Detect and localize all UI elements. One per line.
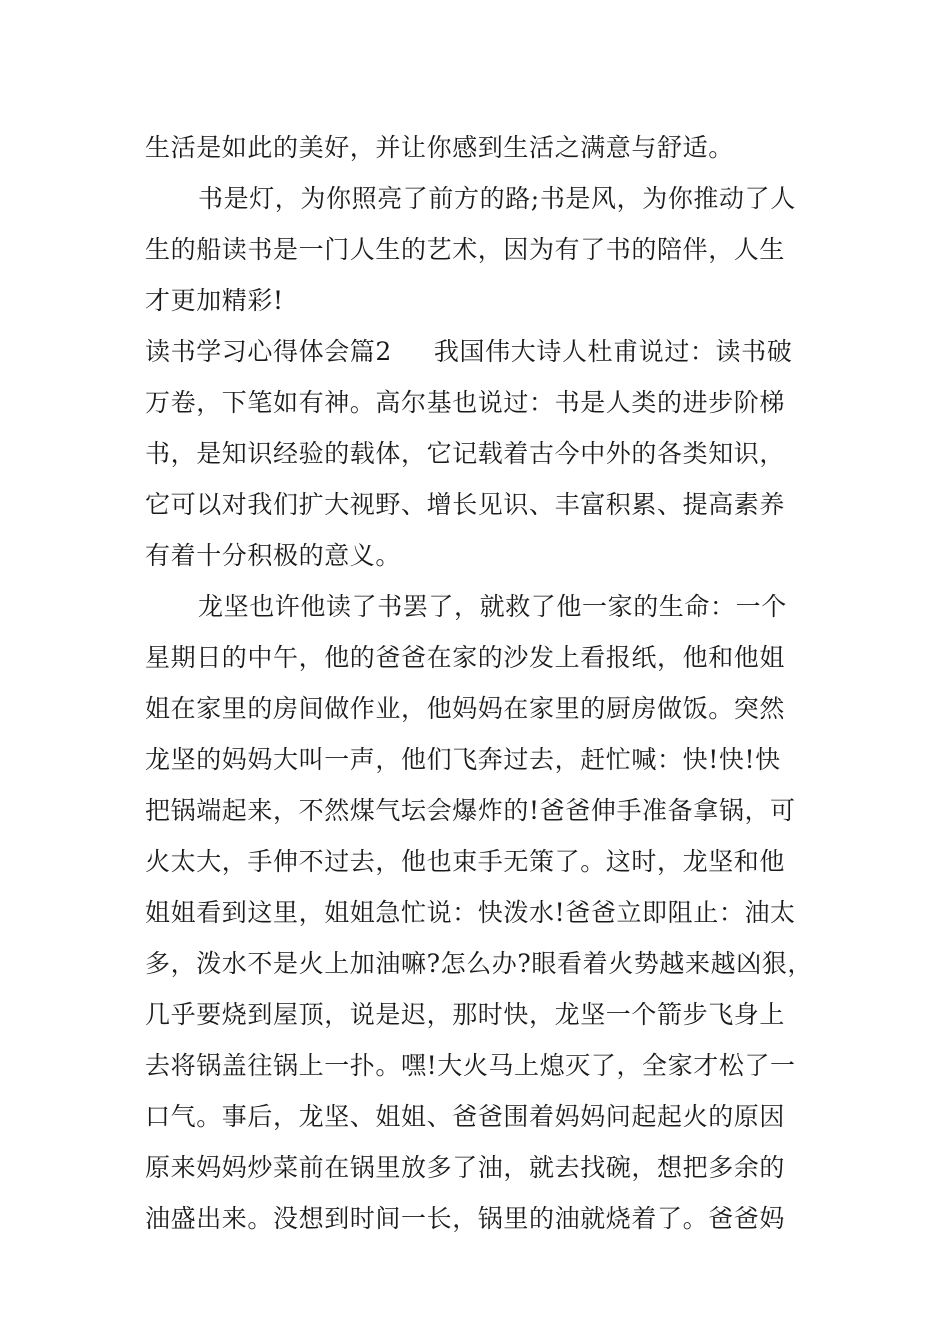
text-line: 龙坚的妈妈大叫一声，他们飞奔过去，赶忙喊：快!快!快	[145, 745, 781, 774]
text-line: 我国伟大诗人杜甫说过：读书破	[433, 337, 793, 366]
text-line: 多，泼水不是火上加油嘛?怎么办?眼看着火势越来越凶狠，	[145, 949, 814, 978]
text-line: 万卷，下笔如有神。高尔基也说过：书是人类的进步阶梯	[145, 388, 786, 417]
text-line: 生的船读书是一门人生的艺术，因为有了书的陪伴，人生	[145, 235, 786, 264]
text-line: 书是灯，为你照亮了前方的路;书是风，为你推动了人	[198, 184, 796, 213]
text-line: 星期日的中午，他的爸爸在家的沙发上看报纸，他和他姐	[145, 643, 786, 672]
text-line: 有着十分积极的意义。	[145, 541, 402, 570]
text-line: 几乎要烧到屋顶，说是迟，那时快，龙坚一个箭步飞身上	[145, 1000, 786, 1029]
text-line: 姐姐看到这里，姐姐急忙说：快泼水!爸爸立即阻止：油太	[145, 898, 796, 927]
section-heading-line	[145, 337, 792, 367]
text-line: 生活是如此的美好，并让你感到生活之满意与舒适。	[145, 133, 734, 162]
text-line: 姐在家里的房间做作业，他妈妈在家里的厨房做饭。突然	[145, 694, 786, 723]
text-line: 把锅端起来，不然煤气坛会爆炸的!爸爸伸手准备拿锅，可	[145, 796, 796, 825]
text-line: 书，是知识经验的载体，它记载着古今中外的各类知识，	[145, 439, 786, 468]
text-line: 去将锅盖往锅上一扑。嘿!大火马上熄灭了，全家才松了一	[145, 1051, 796, 1080]
text-line: 龙坚也许他读了书罢了，就救了他一家的生命：一个	[198, 592, 787, 621]
text-line: 才更加精彩!	[145, 286, 284, 315]
text-line: 原来妈妈炒菜前在锅里放多了油，就去找碗，想把多余的	[145, 1153, 786, 1182]
text-line: 口气。事后，龙坚、姐姐、爸爸围着妈妈问起起火的原因	[145, 1102, 786, 1131]
text-line: 油盛出来。没想到时间一长，锅里的油就烧着了。爸爸妈	[145, 1204, 786, 1233]
text-line: 火太大，手伸不过去，他也束手无策了。这时，龙坚和他	[145, 847, 786, 876]
text-line: 它可以对我们扩大视野、增长见识、丰富积累、提高素养	[145, 490, 786, 519]
section-heading: 读书学习心得体会篇2	[145, 337, 392, 366]
